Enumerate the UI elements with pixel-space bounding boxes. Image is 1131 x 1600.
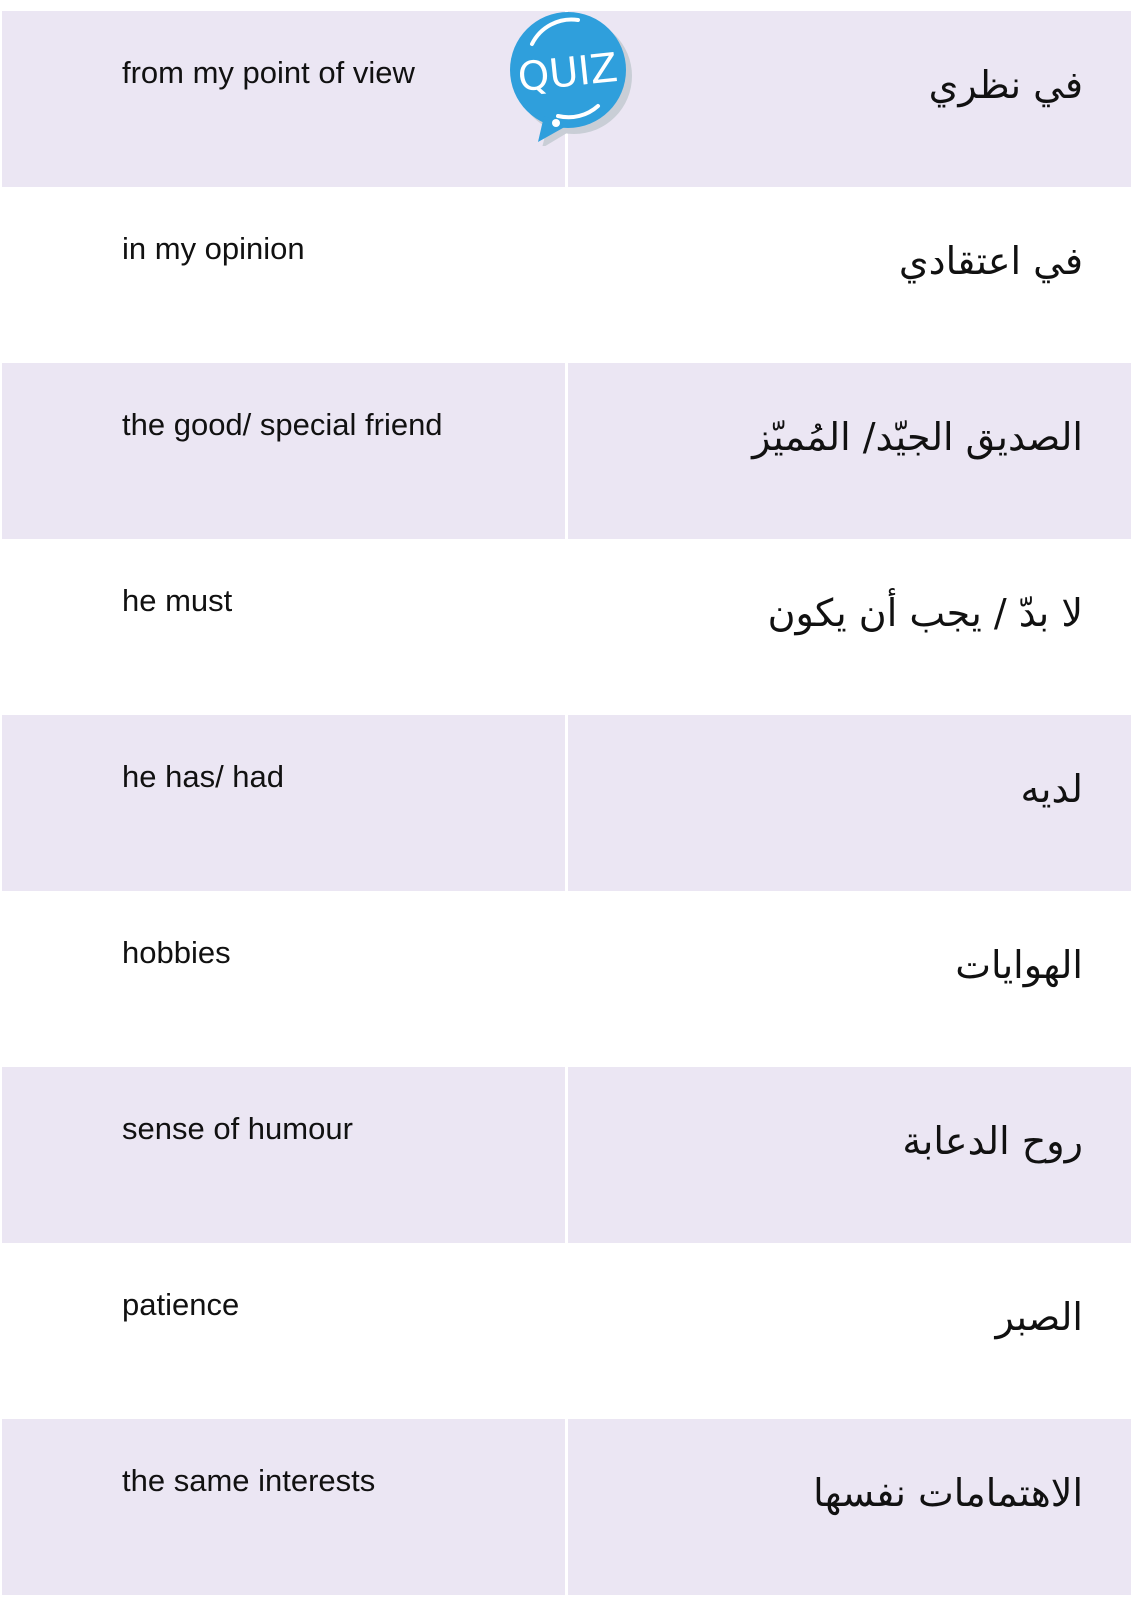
vocab-row [2,1419,1131,1595]
vocab-row [2,1243,1131,1419]
english-cell [2,715,565,891]
arabic-cell [568,11,1131,187]
arabic-phrase: في نظري [928,63,1083,107]
vocab-row [2,539,1131,715]
english-phrase: he has/ had [122,759,285,794]
arabic-cell [568,1243,1131,1419]
vocab-row [2,363,1131,539]
english-cell [2,539,565,715]
english-phrase: patience [122,1287,240,1322]
english-phrase: from my point of view [122,55,415,90]
english-phrase: in my opinion [122,231,305,266]
arabic-cell [568,891,1131,1067]
vocab-row [2,1067,1131,1243]
english-cell [2,1243,565,1419]
english-phrase: the same interests [122,1463,376,1498]
arabic-cell [568,1067,1131,1243]
arabic-phrase: الاهتمامات نفسها [813,1471,1083,1515]
arabic-phrase: روح الدعابة [902,1119,1083,1163]
quiz-label: QUIZ [515,44,620,102]
arabic-cell [568,187,1131,363]
arabic-cell [568,715,1131,891]
arabic-phrase: في اعتقادي [898,239,1083,283]
english-phrase: he must [122,583,233,618]
arabic-phrase: الهوايات [955,943,1083,987]
english-phrase: hobbies [122,935,231,970]
quiz-highlight-dot [552,119,560,127]
arabic-cell [568,363,1131,539]
arabic-cell [568,539,1131,715]
english-cell [2,891,565,1067]
english-phrase: the good/ special friend [122,407,443,442]
quiz-bubble-icon [508,6,636,146]
arabic-phrase: الصبر [995,1295,1083,1339]
arabic-phrase: لديه [1020,767,1083,811]
arabic-phrase: لا بدّ / يجب أن يكون [767,591,1083,635]
english-cell [2,363,565,539]
english-phrase: sense of humour [122,1111,353,1146]
english-cell [2,11,565,187]
english-cell [2,1419,565,1595]
english-cell [2,1067,565,1243]
vocab-row [2,715,1131,891]
english-cell [2,187,565,363]
arabic-phrase: الصديق الجيّد/ المُميّز [752,415,1083,459]
arabic-cell [568,1419,1131,1595]
vocabulary-table [2,11,1131,1595]
vocab-row [2,187,1131,363]
vocab-row [2,891,1131,1067]
